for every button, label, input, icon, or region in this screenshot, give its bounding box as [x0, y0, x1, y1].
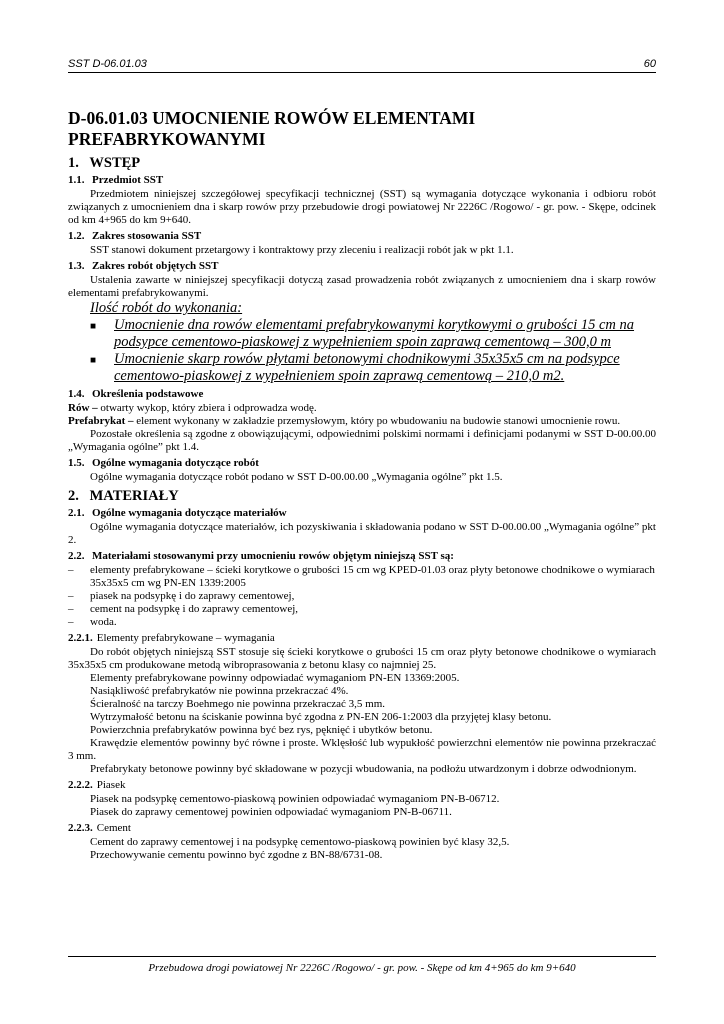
document-body [68, 108, 656, 862]
subsection-title: Piasek [96, 779, 126, 791]
paragraph: Piasek na podsypkę cementowo-piaskową powinien odpowiadać wymaganiom PN-B-06712. [90, 793, 500, 805]
subsection-heading-1-4 [68, 388, 656, 401]
subsection-number: 1.5. [68, 457, 85, 469]
paragraph: Piasek do zaprawy cementowej powinien odpowiadać wymaganiom PN-B-06711. [90, 806, 452, 818]
subsection-title: Zakres robót objętych SST [92, 260, 219, 272]
paragraph: Wytrzymałość betonu na ściskanie powinna być zgodna z PN-EN 206-1:2003 dla przyjętej klasy betonu. [90, 711, 552, 723]
paragraph: Powierzchnia prefabrykatów powinna być bez rys, pęknięć i ubytków betonu. [90, 724, 433, 736]
definition-term: Rów – [68, 402, 98, 414]
material-item-text: woda. [90, 616, 117, 628]
material-item-text: elementy prefabrykowane – ścieki korytkowe o grubości 15 cm wg KPED-01.03 oraz płyty betonowe chodnikowe o wymiarach 35x35x5 cm wg PN-EN 1339:2005 [90, 564, 655, 589]
subsection-number: 2.1. [68, 507, 85, 519]
section-title: MATERIAŁY [89, 488, 179, 504]
subsection-title: Ogólne wymagania dotyczące robót [92, 457, 259, 469]
subsection-heading-2-2-3 [68, 822, 656, 835]
definition-term: Prefabrykat – [68, 415, 134, 427]
list-item [68, 564, 656, 590]
page-footer: Przebudowa drogi powiatowej Nr 2226C /Rogowo/ - gr. pow. - Skępe od km 4+965 do km 9+640 [68, 956, 656, 975]
subsection-heading-2-2-1 [68, 632, 656, 645]
subsection-heading-2-1 [68, 507, 656, 520]
section-number: 2. [68, 488, 79, 504]
subsection-heading-2-2 [68, 550, 656, 563]
subsection-number: 1.3. [68, 260, 85, 272]
paragraph: Nasiąkliwość prefabrykatów nie powinna przekraczać 4%. [90, 685, 349, 697]
dash-marker: – [68, 616, 74, 628]
materials-list [68, 564, 656, 629]
subsection-heading-1-3 [68, 260, 656, 273]
subsection-heading-1-5 [68, 457, 656, 470]
subsection-heading-1-1 [68, 174, 656, 187]
works-list [68, 317, 656, 385]
subsection-heading-1-2 [68, 230, 656, 243]
list-item [68, 616, 656, 629]
works-heading: Ilość robót do wykonania: [90, 300, 243, 316]
subsection-title: Elementy prefabrykowane – wymagania [96, 632, 275, 644]
list-item [68, 590, 656, 603]
section-heading-2 [68, 487, 656, 505]
section-heading-1 [68, 154, 656, 172]
list-item [68, 317, 642, 351]
definition-text: otwarty wykop, który zbiera i odprowadza wodę. [97, 402, 317, 414]
subsection-number: 2.2.2. [68, 779, 93, 791]
paragraph: Prefabrykaty betonowe powinny być składowane w pozycji wbudowania, na podłożu utwardzonym i dobrze odwodnionym. [90, 763, 637, 775]
subsection-title: Przedmiot SST [92, 174, 164, 186]
document-title: D-06.01.03 UMOCNIENIE ROWÓW ELEMENTAMI PREFABRYKOWANYMI [68, 108, 476, 149]
subsection-title: Cement [96, 822, 131, 834]
definition-row [68, 402, 656, 415]
paragraph: Do robót objętych niniejszą SST stosuje się ścieki korytkowe o grubości 15 cm oraz płyty betonowe chodnikowe o wymiarach 35x35x5 cm produkowane metodą wibroprasowania z betonu klasy co najmniej 25. [68, 646, 656, 671]
header-doc-code: SST D-06.01.03 [68, 58, 147, 70]
paragraph: Krawędzie elementów powinny być równe i proste. Wklęsłość lub wypukłość powierzchni elementów nie powinna przekraczać 3 mm. [68, 737, 656, 762]
work-item-text: Umocnienie dna rowów elementami prefabrykowanymi korytkowymi o grubości 15 cm na podsypce cementowo-piaskowej z wypełnieniem spoin zaprawą cementową – 300,0 m [114, 317, 635, 350]
work-item-text: Umocnienie skarp rowów płytami betonowymi chodnikowymi 35x35x5 cm na podsypce cementowo-piaskowej z wypełnieniem spoin zaprawą cementową – 210,0 m2. [114, 351, 620, 384]
subsection-number: 2.2.1. [68, 632, 93, 644]
subsection-title: Określenia podstawowe [92, 388, 204, 400]
list-item [68, 351, 642, 385]
list-item [68, 603, 656, 616]
paragraph-1-4: Pozostałe określenia są zgodne z obowiązującymi, odpowiednimi polskimi normami i definicjami podanymi w SST D-00.00.00 „Wymagania ogólne” pkt 1.4. [68, 428, 656, 453]
definition-text: element wykonany w zakładzie przemysłowym, który po wbudowaniu na budowie stanowi umocnienie rowu. [133, 415, 621, 427]
subsection-title: Materiałami stosowanymi przy umocnieniu rowów objętym niniejszą SST są: [92, 550, 454, 562]
dash-marker: – [68, 564, 74, 576]
section-number: 1. [68, 155, 79, 171]
bullet-icon: ■ [90, 355, 97, 366]
definition-prefabrykat [68, 415, 656, 428]
dash-marker: – [68, 590, 74, 602]
material-item-text: cement na podsypkę i do zaprawy cementowej, [90, 603, 299, 615]
section-title: WSTĘP [89, 155, 141, 171]
paragraph-1-1: Przedmiotem niniejszej szczegółowej specyfikacji technicznej (SST) są wymagania dotyczące wykonania i odbioru robót związanych z umocnieniem dna i skarp rowów przy przebudowie drogi powiatowej Nr 2226C /Rogowo/ - gr. pow. - Skępe, odcinek od km 4+965 do km 9+640. [68, 188, 656, 226]
subsection-number: 1.2. [68, 230, 85, 242]
paragraph-2-1: Ogólne wymagania dotyczące materiałów, ich pozyskiwania i składowania podano w SST D-00.00.00 „Wymagania ogólne” pkt 2. [68, 521, 656, 546]
subsection-number: 2.2.3. [68, 822, 93, 834]
bullet-icon: ■ [90, 321, 97, 332]
paragraph: Elementy prefabrykowane powinny odpowiadać wymaganiom PN-EN 13369:2005. [90, 672, 460, 684]
paragraph: Przechowywanie cementu powinno być zgodne z BN-88/6731-08. [90, 849, 383, 861]
header-page-number: 60 [643, 58, 656, 70]
subsection-number: 1.4. [68, 388, 85, 400]
paragraph: Cement do zaprawy cementowej i na podsypkę cementowo-piaskową powinien być klasy 32,5. [90, 836, 510, 848]
subsection-number: 2.2. [68, 550, 85, 562]
subsection-number: 1.1. [68, 174, 85, 186]
paragraph: Ścieralność na tarczy Boehmego nie powinna przekraczać 3,5 mm. [90, 698, 386, 710]
subsection-heading-2-2-2 [68, 779, 656, 792]
paragraph-1-2: SST stanowi dokument przetargowy i kontraktowy przy zleceniu i realizacji robót jak w pkt 1.1. [90, 244, 514, 256]
subsection-title: Zakres stosowania SST [92, 230, 202, 242]
paragraph-1-3: Ustalenia zawarte w niniejszej specyfikacji dotyczą zasad prowadzenia robót związanych z umocnieniem dna i skarp rowów elementami prefabrykowanymi. [68, 274, 656, 299]
paragraph-1-5: Ogólne wymagania dotyczące robót podano w SST D-00.00.00 „Wymagania ogólne” pkt 1.5. [90, 471, 503, 483]
subsection-title: Ogólne wymagania dotyczące materiałów [92, 507, 287, 519]
dash-marker: – [68, 603, 74, 615]
material-item-text: piasek na podsypkę i do zaprawy cementowej, [90, 590, 295, 602]
page-header [68, 58, 656, 73]
